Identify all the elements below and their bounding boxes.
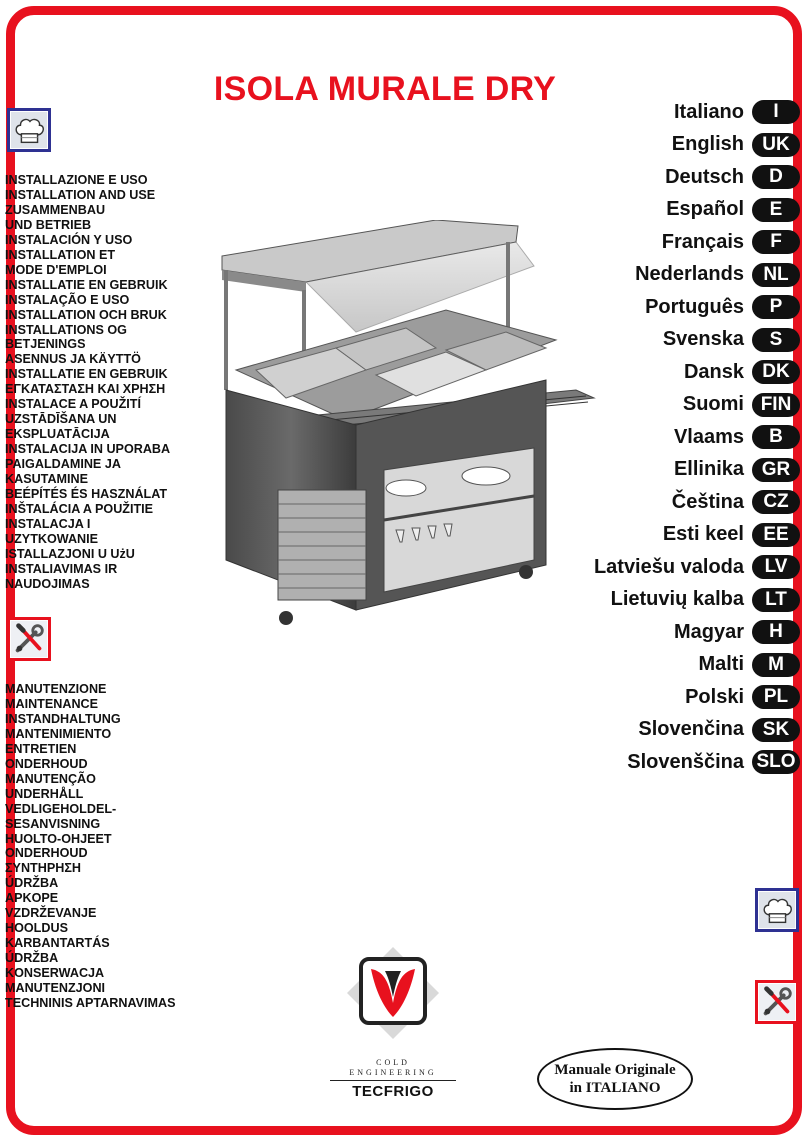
language-code-badge: UK [752,133,800,157]
language-name: Deutsch [665,165,744,188]
language-row [594,486,800,519]
language-row [594,649,800,682]
language-name: Nederlands [635,263,744,286]
maintenance-item: MAINTENANCE [5,696,99,711]
language-name: Latviešu valoda [593,555,744,578]
language-name: Slovenčina [638,718,744,741]
maintenance-item: ENTRETIEN [5,741,77,756]
installation-item: INSTALAÇÃO E USO [5,292,130,307]
manual-badge-line2: in ITALIANO [569,1080,661,1096]
installation-item: INSTALACE A POUŽITÍ [5,397,141,412]
language-name: Dansk [683,360,744,383]
maintenance-item: KARBANTARTÁS [5,936,110,951]
logo-line-cold: COLD [376,1058,410,1067]
language-name: Suomi [682,393,744,416]
installation-item: INSTALLATIE EN GEBRUIK [5,277,168,292]
maintenance-item: APKOPE [5,891,59,906]
language-code-badge: EE [752,523,800,547]
language-name: Español [666,198,744,221]
installation-item: EKSPLUATĀCIJA [5,427,110,442]
installation-list [5,173,170,592]
installation-item: NAUDOJIMAS [5,576,90,591]
language-name: English [671,133,744,156]
chef-hat-icon [7,108,51,152]
language-code-badge: LT [752,588,800,612]
language-name: Italiano [673,100,744,123]
language-code-badge: DK [752,360,800,384]
installation-item: INSTALLATIONS OG [5,322,127,337]
installation-item: UND BETRIEB [5,217,92,232]
installation-item: ZUSAMMENBAU [5,202,106,217]
chef-hat-icon [755,888,799,932]
language-row [594,616,800,649]
logo-text [330,1058,456,1100]
maintenance-item: ONDERHOUD [5,756,88,771]
logo-line-engineering: ENGINEERING [349,1068,437,1077]
language-name: Magyar [673,620,744,643]
page-title: ISOLA MURALE DRY [213,70,557,108]
installation-item: INSTALLATION ET [5,247,116,262]
installation-item: INSTALACJA I [5,516,91,531]
installation-item: PAIGALDAMINE JA [5,457,121,472]
maintenance-item: HOOLDUS [5,921,68,936]
maintenance-item: UNDERHÅLL [5,786,84,801]
language-row [594,324,800,357]
language-code-badge: P [752,295,800,319]
language-code-badge: CZ [752,490,800,514]
language-name: Svenska [662,328,744,351]
language-code-badge: FIN [752,393,800,417]
product-photo [216,220,596,630]
language-name: Ellinika [673,458,744,481]
language-code-badge: PL [752,685,800,709]
maintenance-item: INSTANDHALTUNG [5,711,121,726]
language-row [594,746,800,779]
language-name: Lietuvių kalba [610,588,744,611]
language-code-badge: I [752,100,800,124]
maintenance-item: MANUTENZIONE [5,682,107,696]
installation-item: BEÉPÍTÉS ÉS HASZNÁLAT [5,487,168,502]
language-row [594,161,800,194]
language-code-badge: E [752,198,800,222]
maintenance-item: VZDRŽEVANJE [5,906,97,921]
maintenance-item: ÚDRŽBA [5,876,59,891]
original-manual-badge [537,1048,693,1110]
language-row [594,389,800,422]
installation-item: INSTALLATIE EN GEBRUIK [5,367,168,382]
maintenance-item: HUOLTO-OHJEET [5,831,112,846]
language-code-badge: D [752,165,800,189]
installation-item: INSTALLAZIONE E USO [5,173,148,187]
installation-item: ISTALLAZJONI U UżU [5,546,135,561]
installation-item: BETJENINGS [5,337,86,352]
maintenance-item: TECHNINIS APTARNAVIMAS [5,996,176,1011]
logo-divider [330,1080,456,1081]
language-code-badge: LV [752,555,800,579]
language-row [594,519,800,552]
maintenance-item: MANUTENÇÃO [5,771,96,786]
installation-item: ΕΓΚΑΤΑΣΤΑΣΗ ΚΑΙ ΧΡΗΣΗ [5,382,166,397]
language-code-badge: F [752,230,800,254]
maintenance-list [5,682,175,1011]
installation-item: KASUTAMINE [5,472,89,487]
maintenance-item: ΣΥΝΤΗΡΗΣΗ [5,861,81,876]
language-row [594,681,800,714]
maintenance-item: KONSERWACJA [5,966,105,981]
language-name: Slovenščina [627,750,744,773]
language-code-badge: GR [752,458,800,482]
language-row [594,226,800,259]
language-name: Português [645,295,744,318]
language-row [594,584,800,617]
language-row [594,194,800,227]
maintenance-item: MANUTENZJONI [5,981,106,996]
language-list [594,96,800,779]
language-row [594,714,800,747]
maintenance-item: MANTENIMIENTO [5,726,112,741]
language-row [594,454,800,487]
language-code-badge: NL [752,263,800,287]
language-code-badge: M [752,653,800,677]
language-row [594,551,800,584]
language-name: Français [661,230,744,253]
language-code-badge: H [752,620,800,644]
installation-item: UZYTKOWANIE [5,531,99,546]
language-row [594,421,800,454]
language-code-badge: SLO [752,750,800,774]
language-name: Čeština [671,490,744,513]
maintenance-item: ÚDRŽBA [5,951,59,966]
tecfrigo-logo-icon [345,945,441,1041]
language-code-badge: SK [752,718,800,742]
manual-badge-line1: Manuale Originale [554,1062,676,1078]
tools-icon [7,617,51,661]
language-name: Polski [685,685,744,708]
installation-item: INŠTALÁCIA A POUŽITIE [5,501,154,516]
installation-item: INSTALACIÓN Y USO [5,232,133,247]
logo-brand: TECFRIGO [352,1083,434,1100]
installation-item: INSTALLATION AND USE [5,187,156,202]
language-name: Esti keel [662,523,744,546]
installation-item: ASENNUS JA KÄYTTÖ [5,352,141,367]
installation-item: INSTALIAVIMAS IR [5,561,118,576]
installation-item: MODE D'EMPLOI [5,262,107,277]
maintenance-item: SESANVISNING [5,816,101,831]
language-name: Vlaams [673,425,744,448]
installation-item: INSTALACIJA IN UPORABA [5,442,171,457]
language-row [594,129,800,162]
language-code-badge: B [752,425,800,449]
maintenance-item: VEDLIGEHOLDEL- [5,801,117,816]
language-row [594,291,800,324]
installation-item: UZSTĀDĪŠANA UN [5,412,117,427]
installation-item: INSTALLATION OCH BRUK [5,307,167,322]
language-row [594,259,800,292]
maintenance-item: ONDERHOUD [5,846,88,861]
language-code-badge: S [752,328,800,352]
language-row [594,356,800,389]
language-name: Malti [698,653,744,676]
tools-icon [755,980,799,1024]
language-row [594,96,800,129]
